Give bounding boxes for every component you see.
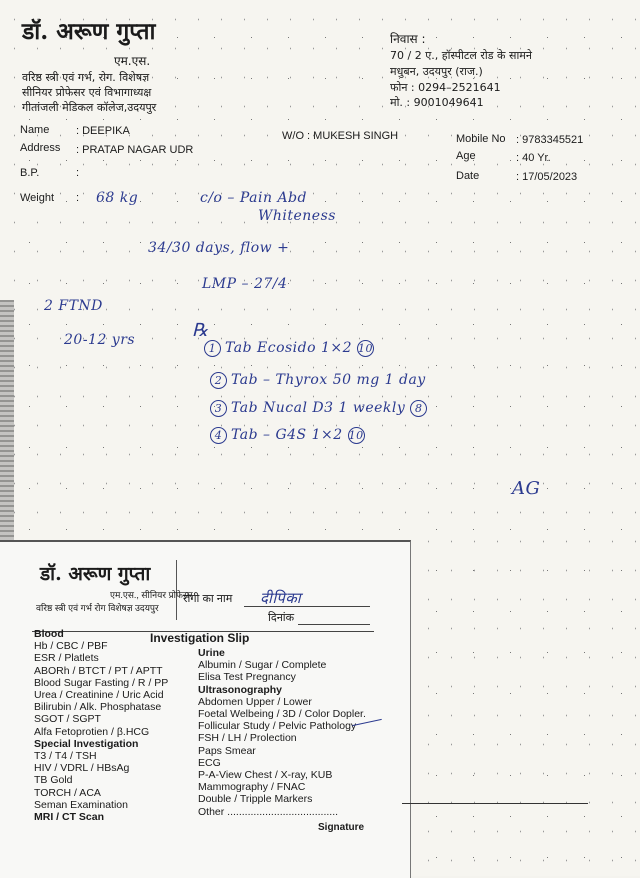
rx-days-4: 10: [348, 429, 364, 442]
page-bottom-rule: [402, 803, 588, 804]
slip-item: Albumin / Sugar / Complete: [198, 659, 327, 672]
slip-item: TORCH / ACA: [34, 786, 101, 799]
doctor-title-2: सीनियर प्रोफेसर एवं विभागाध्यक्ष: [22, 86, 152, 99]
rx-number-4: 4: [210, 427, 227, 444]
slip-item: Urine: [198, 647, 225, 659]
handwritten-history-2: 20-12 yrs: [64, 332, 136, 348]
rx-item-2: [210, 372, 426, 389]
doctor-degree: एम.एस.: [114, 54, 151, 68]
rx-number-3: 3: [210, 400, 227, 417]
handwritten-complaint: c/o – Pain Abd: [200, 190, 308, 206]
slip-item: Ultrasonography: [198, 683, 283, 696]
rx-item-1: [204, 340, 378, 357]
slip-date-label: दिनांक: [268, 612, 295, 624]
slip-item: Blood: [34, 628, 64, 640]
slip-specialty: वरिष्ठ स्त्री एवं गर्भ रोग विशेषज्ञ उदयपुर: [36, 603, 159, 613]
name-label: Name: [20, 124, 50, 136]
slip-item: T3 / T4 / TSH: [34, 750, 97, 763]
rx-text-3: Tab Nucal D3 1 weekly: [231, 400, 406, 416]
slip-item: Elisa Test Pregnancy: [198, 671, 296, 684]
slip-patient-label: रोगी का नाम: [183, 593, 233, 605]
slip-item: TB Gold: [34, 774, 73, 787]
slip-item: HIV / VDRL / HBsAg: [34, 762, 130, 775]
doctor-college: गीतांजली मेडिकल कॉलेज,उदयपुर: [22, 101, 157, 114]
handwritten-cycle: 34/30 days, flow +: [148, 240, 290, 256]
residence-address-1: 70 / 2 ए., हॉस्पीटल रोड के सामने: [390, 49, 532, 62]
weight-colon: :: [76, 192, 80, 204]
slip-item: Mammography / FNAC: [198, 781, 306, 794]
slip-item: SGOT / SGPT: [34, 713, 101, 726]
slip-degree: एम.एस., सीनियर प्रोफेसर: [110, 590, 193, 600]
slip-item: Alfa Fetoprotien / β.HCG: [34, 725, 150, 738]
rx-symbol: ℞: [192, 320, 209, 341]
doctor-title-1: वरिष्ठ स्त्री एवं गर्भ, रोग. विशेषज्ञ: [22, 71, 150, 84]
residence-address-2: मधुबन, उदयपुर (राज.): [390, 65, 483, 78]
rx-days-1: 10: [358, 342, 373, 355]
residence-mobile: मो. : 9001049641: [390, 96, 484, 109]
slip-item: P-A-View Chest / X-ray, KUB: [198, 769, 333, 782]
slip-item: Paps Smear: [198, 744, 256, 757]
slip-title: Investigation Slip: [150, 631, 250, 645]
bp-value: :: [76, 167, 80, 179]
handwritten-complaint-2: Whiteness: [258, 208, 336, 224]
weight-label: Weight: [20, 192, 55, 204]
doctor-name: डॉ. अरूण गुप्ता: [22, 18, 156, 45]
slip-item: Follicular Study / Pelvic Pathology: [198, 720, 357, 733]
bp-label: B.P.: [20, 167, 40, 179]
slip-item: ESR / Platlets: [34, 652, 99, 665]
handwritten-lmp: LMP – 27/4: [202, 276, 288, 292]
address-value: : PRATAP NAGAR UDR: [76, 144, 194, 156]
slip-item: Foetal Welbeing / 3D / Color Dopler.: [198, 708, 366, 721]
residence-label: निवास :: [390, 32, 426, 46]
mobile-value: : 9783345521: [516, 134, 584, 146]
husband-name: W/O : MUKESH SINGH: [282, 130, 399, 142]
slip-item: Abdomen Upper / Lower: [198, 695, 312, 708]
slip-doctor-name: डॉ. अरूण गुप्ता: [40, 563, 151, 585]
slip-item: ECG: [198, 756, 221, 769]
rx-number-2: 2: [210, 372, 227, 389]
age-value: : 40 Yr.: [516, 152, 551, 164]
rx-item-4: [210, 427, 369, 444]
slip-item: Double / Tripple Markers: [198, 793, 313, 806]
slip-item: FSH / LH / Prolection: [198, 732, 297, 745]
slip-signature-label: Signature: [318, 822, 365, 833]
age-label: Age: [456, 150, 476, 162]
slip-item: Seman Examination: [34, 798, 128, 811]
rx-text-2: Tab – Thyrox 50 mg 1 day: [231, 372, 426, 388]
scan-edge-artifact: [0, 300, 14, 540]
slip-item: Bilirubin / Alk. Phosphatase: [34, 701, 162, 714]
date-label: Date: [456, 170, 480, 182]
slip-item: Special Investigation: [34, 737, 139, 750]
slip-left-column: [34, 628, 168, 823]
mobile-label: Mobile No: [456, 133, 506, 145]
handwritten-history-1: 2 FTND: [44, 298, 103, 314]
slip-item: Other ......................................: [198, 805, 339, 818]
date-value: : 17/05/2023: [516, 171, 578, 183]
slip-item: MRI / CT Scan: [34, 811, 105, 824]
address-label: Address: [20, 142, 61, 154]
slip-item: ABORh / BTCT / PT / APTT: [34, 664, 163, 677]
rx-text-1: Tab Ecosido 1×2: [225, 340, 353, 356]
rx-days-3: 8: [410, 400, 427, 417]
handwritten-weight: 68 kg: [96, 190, 139, 206]
name-value: : DEEPIKA: [76, 125, 130, 137]
rx-number-1: 1: [204, 340, 221, 357]
rx-text-4: Tab – G4S 1×2: [231, 427, 343, 443]
slip-right-column: [198, 647, 366, 818]
doctor-signature: AG: [512, 478, 541, 499]
residence-phone: फोन : 0294–2521641: [390, 81, 501, 94]
slip-patient-name: दीपिका: [260, 589, 302, 607]
rx-item-3: [210, 400, 431, 417]
slip-date-line: [298, 624, 370, 625]
slip-item: Urea / Creatinine / Uric Acid: [34, 689, 164, 702]
slip-item: Hb / CBC / PBF: [34, 640, 108, 653]
slip-item: Blood Sugar Fasting / R / PP: [34, 676, 169, 689]
